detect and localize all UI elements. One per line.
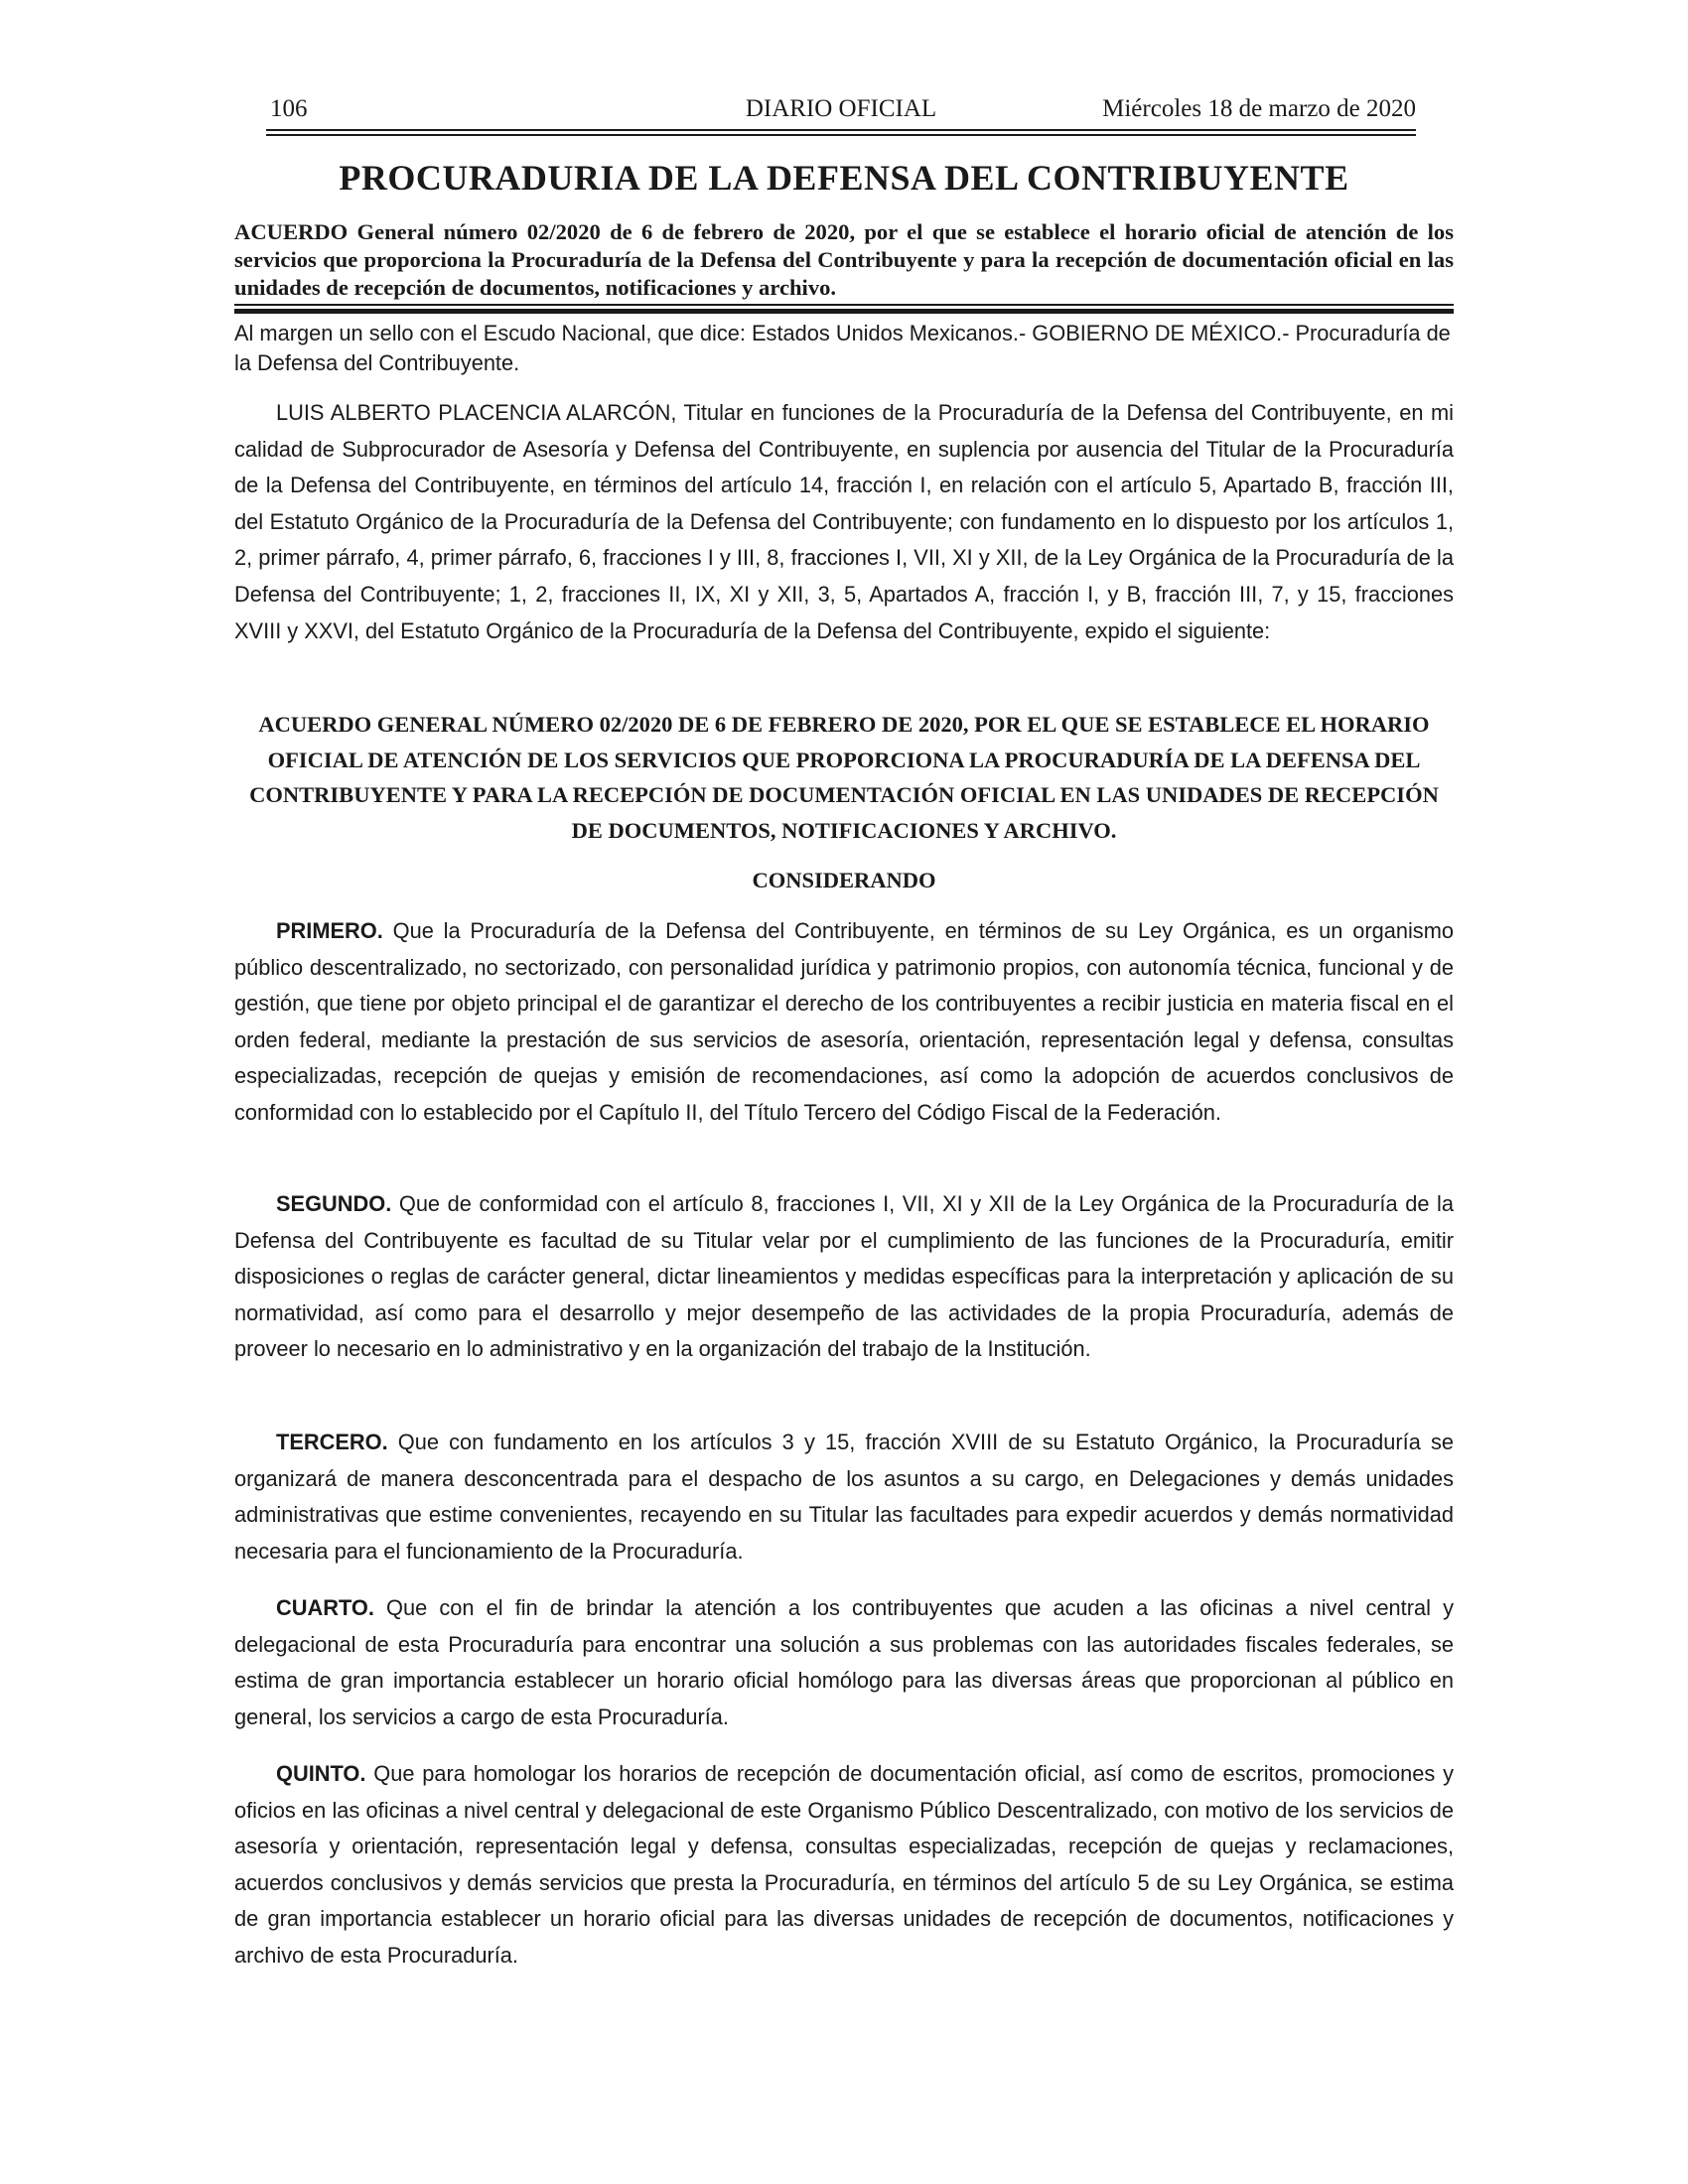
considerando-paragraph xyxy=(234,1425,1454,1570)
paragraph-text: Que con fundamento en los artículos 3 y 15, fracción XVIII de su Estatuto Orgánico, la Procuraduría se organizará de manera desconcentrada para el despacho de los asuntos a su cargo, en Delegaciones y demás unidades administrativas que estime convenientes, recayendo en su Titular las facultades para expedir acuerdos y demás normatividad necesaria para el funcionamiento de la Procuraduría. xyxy=(234,1430,1454,1564)
considerando-paragraph xyxy=(234,1590,1454,1735)
publication-date: Miércoles 18 de marzo de 2020 xyxy=(1102,95,1416,122)
paragraph-lead: TERCERO. xyxy=(276,1430,388,1454)
paragraph-text: Que de conformidad con el artículo 8, fracciones I, VII, XI y XII de la Ley Orgánica de la Procuraduría de la Defensa del Contribuyente es facultad de su Titular velar por el cumplimiento de las funciones de la Procuraduría, emitir disposiciones o reglas de carácter general, dictar lineamientos y medidas específicas para la interpretación y aplicación de su normatividad, así como para el desarrollo y mejor desempeño de las actividades de la propia Procuraduría, además de proveer lo necesario en lo administrativo y en la organización del trabajo de la Institución. xyxy=(234,1191,1454,1362)
title-rule-thick xyxy=(234,309,1454,314)
paragraph-text: Que la Procuraduría de la Defensa del Contribuyente, en términos de su Ley Orgánica, es un organismo público descentralizado, no sectorizado, con personalidad jurídica y patrimonio propios, con autonomía técnica, funcional y de gestión, que tiene por objeto principal el de garantizar el derecho de los contribuyentes a recibir justicia en materia fiscal en el orden federal, mediante la prestación de sus servicios de asesoría, orientación, representación legal y defensa, consultas especializadas, recepción de quejas y emisión de recomendaciones, así como la adopción de acuerdos conclusivos de conformidad con lo establecido por el Capítulo II, del Título Tercero del Código Fiscal de la Federación. xyxy=(234,918,1454,1125)
decree-title: ACUERDO General número 02/2020 de 6 de febrero de 2020, por el que se establece el horario oficial de atención de los servicios que proporciona la Procuraduría de la Defensa del Contribuyente y para la recepción de documentación oficial en las unidades de recepción de documentos, notificaciones y archivo. xyxy=(234,219,1454,300)
paragraph-lead: QUINTO. xyxy=(276,1761,366,1786)
paragraph-lead: SEGUNDO. xyxy=(276,1191,392,1216)
acuerdo-heading: ACUERDO GENERAL NÚMERO 02/2020 DE 6 DE FEBRERO DE 2020, POR EL QUE SE ESTABLECE EL HORARIO OFICIAL DE ATENCIÓN DE LOS SERVICIOS QUE PROPORCIONA LA PROCURADURÍA DE LA DEFENSA DEL CONTRIBUYENTE Y PARA LA RECEPCIÓN DE DOCUMENTACIÓN OFICIAL EN LAS UNIDADES DE RECEPCIÓN DE DOCUMENTOS, NOTIFICACIONES Y ARCHIVO. xyxy=(249,712,1439,843)
considerando-heading: CONSIDERANDO xyxy=(752,868,936,892)
header-rule-bottom xyxy=(266,134,1416,136)
margin-note: Al margen un sello con el Escudo Nacional, que dice: Estados Unidos Mexicanos.- GOBIERNO DE MÉXICO.- Procuraduría de la Defensa del Contribuyente. xyxy=(234,321,1451,375)
paragraph-lead: CUARTO. xyxy=(276,1595,374,1620)
page-number: 106 xyxy=(270,95,308,122)
header-rule-top xyxy=(266,129,1416,131)
considerando-paragraph xyxy=(234,1756,1454,1975)
paragraph-text: Que con el fin de brindar la atención a los contribuyentes que acuden a las oficinas a nivel central y delegacional de esta Procuraduría para encontrar una solución a sus problemas con las autoridades fiscales federales, se estima de gran importancia establecer un horario oficial homólogo para las diversas áreas que proporcionan al público en general, los servicios a cargo de esta Procuraduría. xyxy=(234,1595,1454,1729)
agency-title: PROCURADURIA DE LA DEFENSA DEL CONTRIBUYENTE xyxy=(339,158,1349,198)
title-rule-thin xyxy=(234,304,1454,306)
considerando-paragraph xyxy=(234,1186,1454,1368)
publication-name: DIARIO OFICIAL xyxy=(745,95,937,122)
intro-paragraph: LUIS ALBERTO PLACENCIA ALARCÓN, Titular en funciones de la Procuraduría de la Defensa del Contribuyente, en mi calidad de Subprocurador de Asesoría y Defensa del Contribuyente, en suplencia por ausencia del Titular de la Procuraduría de la Defensa del Contribuyente, en términos del artículo 14, fracción I, en relación con el artículo 5, Apartado B, fracción III, del Estatuto Orgánico de la Procuraduría de la Defensa del Contribuyente; con fundamento en lo dispuesto por los artículos 1, 2, primer párrafo, 4, primer párrafo, 6, fracciones I y III, 8, fracciones I, VII, XI y XII, de la Ley Orgánica de la Procuraduría de la Defensa del Contribuyente; 1, 2, fracciones II, IX, XI y XII, 3, 5, Apartados A, fracción I, y B, fracción III, 7, y 15, fracciones XVIII y XXVI, del Estatuto Orgánico de la Procuraduría de la Defensa del Contribuyente, expido el siguiente: xyxy=(234,400,1454,643)
paragraph-lead: PRIMERO. xyxy=(276,918,383,943)
considerando-paragraph xyxy=(234,913,1454,1132)
paragraph-text: Que para homologar los horarios de recepción de documentación oficial, así como de escritos, promociones y oficios en las oficinas a nivel central y delegacional de este Organismo Público Descentralizado, con motivo de los servicios de asesoría y orientación, representación legal y defensa, consultas especializadas, recepción de quejas y reclamaciones, acuerdos conclusivos y demás servicios que presta la Procuraduría, en términos del artículo 5 de su Ley Orgánica, se estima de gran importancia establecer un horario oficial para las diversas unidades de recepción de documentos, notificaciones y archivo de esta Procuraduría. xyxy=(234,1761,1454,1968)
